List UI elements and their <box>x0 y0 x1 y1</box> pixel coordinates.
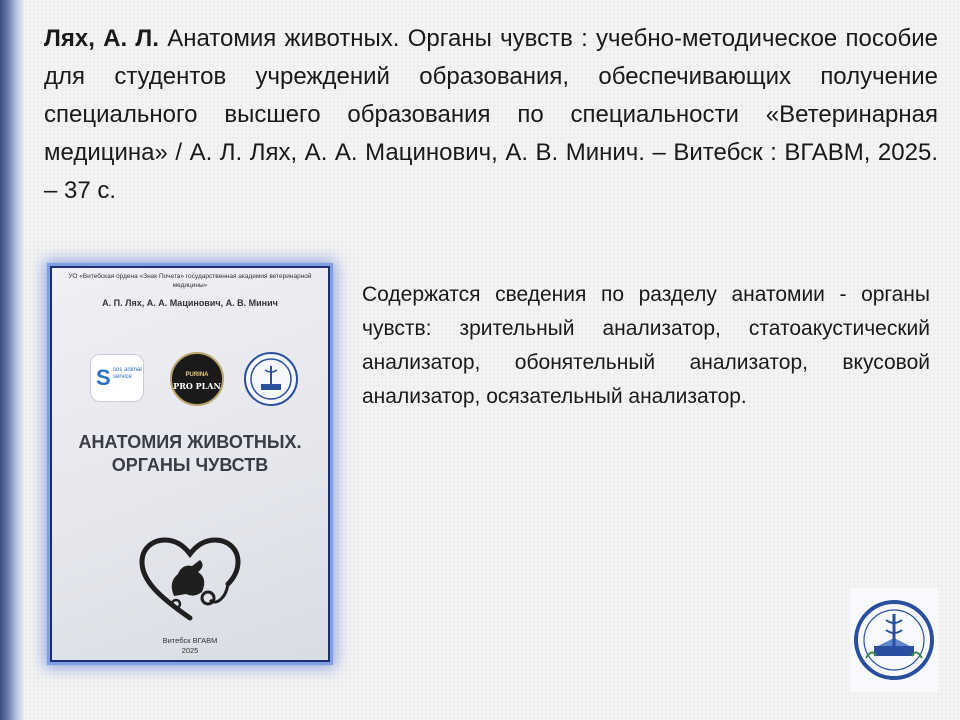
cover-institution: УО «Витебская ордена «Знак Почета» государственная академия ветеринарной медицины» <box>68 273 312 289</box>
sos-s-icon: S <box>96 365 111 390</box>
citation-author: Лях, А. Л. <box>44 25 159 52</box>
academy-emblem-icon <box>850 588 938 692</box>
academy-seal-icon <box>244 352 298 406</box>
book-cover-image <box>50 266 330 662</box>
cover-title-line1: АНАТОМИЯ ЖИВОТНЫХ. <box>78 432 302 452</box>
cover-title-line2: ОРГАНЫ ЧУВСТВ <box>111 455 269 475</box>
sos-logo-text: sos animal service <box>113 367 142 380</box>
cover-title <box>58 431 322 477</box>
proplan-brand-text: PURINA <box>185 372 209 378</box>
cover-city: Витебск ВГАВМ <box>162 636 218 645</box>
left-accent-bar <box>0 0 24 720</box>
bibliographic-citation <box>44 20 938 210</box>
sos-animal-service-logo <box>90 354 144 402</box>
heart-stethoscope-icon <box>138 536 242 622</box>
proplan-logo-text: PRO PLAN <box>173 381 221 391</box>
cover-authors: А. П. Лях, А. А. Мацинович, А. В. Минич <box>102 298 278 308</box>
cover-logos <box>90 352 298 406</box>
citation-text: Анатомия животных. Органы чувств : учебно-методическое пособие для студентов учреждений образования, обеспечивающих получение специального высшего образования по специальности «Ветеринарная медицина» / А. Л. Лях, А. А. Мацинович, А. В. Минич. – Витебск : ВГАВМ, 2025. – 37 с. <box>44 25 939 204</box>
proplan-logo <box>170 352 224 406</box>
cover-imprint <box>52 636 328 656</box>
cover-year: 2025 <box>181 646 199 655</box>
book-description: Содержатся сведения по разделу анатомии - органы чувств: зрительный анализатор, статоакустический анализатор, обонятельный анализатор, вкусовой анализатор, осязательный анализатор. <box>362 283 930 408</box>
